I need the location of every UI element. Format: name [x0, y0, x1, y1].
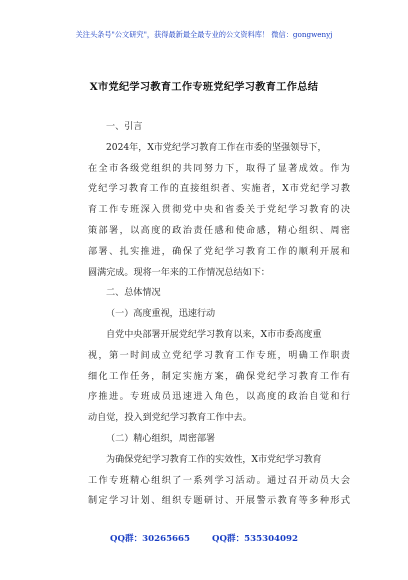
body-line: 部署、扎实推进，确保了党纪学习教育工作的顺利开展和 [88, 246, 350, 257]
promo-banner: 关注头条号"公文研究"，获得最新最全最专业的公文资料库！ 微信：gongwenyj [75, 30, 333, 39]
body-line: 二、总体情况 [106, 288, 161, 299]
body-line: 党纪学习教育工作的直接组织者、实施者，X市党纪学习教 [88, 184, 350, 195]
qq-group-2: QQ群：535304092 [212, 534, 298, 544]
body-line: 育工作专班深入贯彻党中央和省委关于党纪学习教育的决 [88, 205, 350, 216]
body-line: 策部署，以高度的政治责任感和使命感，精心组织、周密 [88, 225, 350, 236]
body-line: 圆满完成。现将一年来的工作情况总结如下： [88, 267, 270, 278]
body-line: 序推进。专班成员迅速进入角色，以高度的政治自觉和行 [88, 392, 350, 403]
qq-group-1: QQ群：30265665 [110, 534, 190, 544]
body-line: 自党中央部署开展党纪学习教育以来，X市市委高度重 [106, 329, 322, 340]
body-line: 细化工作任务，制定实施方案，确保党纪学习教育工作有 [88, 371, 350, 382]
body-line: 为确保党纪学习教育工作的实效性，X市党纪学习教育 [106, 454, 322, 465]
body-line: 动自觉，投入到党纪学习教育工作中去。 [88, 413, 252, 424]
body-line: 在全市各级党组织的共同努力下，取得了显著成效。作为 [88, 163, 350, 174]
body-line: 工作专班精心组织了一系列学习活动。通过召开动员大会 [88, 475, 350, 486]
body-line: 视，第一时间成立党纪学习教育工作专班，明确工作职责 [88, 350, 350, 361]
document-title: X市党纪学习教育工作专班党纪学习教育工作总结 [89, 81, 319, 93]
body-line: （二）精心组织，周密部署 [106, 433, 216, 444]
body-line: 2024年，X市党纪学习教育工作在市委的坚强领导下， [106, 142, 327, 153]
body-line: 制定学习计划、组织专题研讨、开展警示教育等多种形式 [88, 496, 350, 507]
body-line: 一、引言 [106, 122, 143, 132]
footer-qq-groups [0, 532, 408, 544]
document-body [88, 117, 350, 512]
body-line: （一）高度重视，迅速行动 [106, 309, 216, 320]
